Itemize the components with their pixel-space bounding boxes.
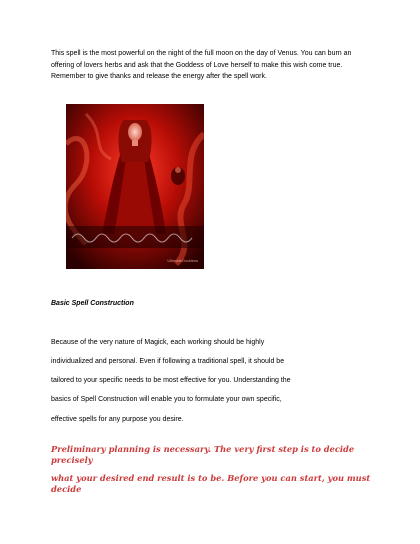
highlight-line: what your desired end result is to be. Before you can start, you must decide	[51, 473, 371, 494]
highlight-line: Preliminary planning is necessary. The very first step is to decide precisely	[51, 444, 355, 465]
body-line: effective spells for any purpose you desire.	[51, 416, 184, 423]
body-line: tailored to your specific needs to be most effective for you. Understanding the	[51, 377, 291, 384]
intro-paragraph: This spell is the most powerful on the night of the full moon on the day of Venus. You can burn an offering of lovers herbs and ask that the Goddess of Love herself to make this wish come true. Remember to give thanks and release the energy after the spell work.	[51, 50, 352, 80]
image-watermark: UltimateGoddess	[167, 258, 198, 263]
body-line: individualized and personal. Even if following a traditional spell, it should be	[51, 358, 285, 365]
body-line: Because of the very nature of Magick, each working should be highly	[51, 339, 265, 346]
section-heading: Basic Spell Construction	[51, 300, 134, 307]
goddess-illustration	[66, 104, 204, 269]
body-line: basics of Spell Construction will enable you to formulate your own specific,	[51, 396, 282, 403]
